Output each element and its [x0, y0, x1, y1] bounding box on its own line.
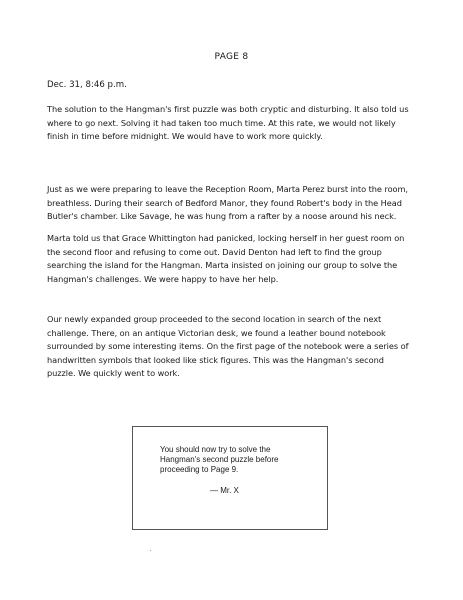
- paragraph-1: The solution to the Hangman's first puzzle was both cryptic and disturbing. It also told us where to go next. Solving it had taken too much time. At this rate, we would not likely finish in time before midnight. We would have to work more quickly.: [47, 104, 409, 142]
- entry-timestamp: Dec. 31, 8:46 p.m.: [47, 80, 127, 90]
- instruction-signature: — Mr. X: [210, 486, 239, 495]
- paragraph-3: Marta told us that Grace Whittington had panicked, locking herself in her guest room on the second floor and refusing to come out. David Denton had left to find the group searching the island for the Hangman. Marta insisted on joining our group to solve the Hangman's challenges. We were happy to have her help.: [47, 233, 405, 284]
- instruction-box: [132, 426, 328, 530]
- scan-speck: [150, 550, 151, 551]
- paragraph-2: Just as we were preparing to leave the Reception Room, Marta Perez burst into the room, breathless. During their search of Bedford Manor, they found Robert's body in the Head Butler's chamber. Like Savage, he was hung from a rafter by a noose around his neck.: [47, 184, 408, 222]
- page-title: PAGE 8: [214, 52, 249, 62]
- instruction-text: You should now try to solve the Hangman's second puzzle before proceeding to Page 9.: [160, 445, 279, 474]
- paragraph-4: Our newly expanded group proceeded to the second location in search of the next challenge. There, on an antique Victorian desk, we found a leather bound notebook surrounded by some interesting items. On the first page of the notebook were a series of handwritten symbols that looked like stick figures. This was the Hangman's second puzzle. We quickly went to work.: [47, 314, 409, 379]
